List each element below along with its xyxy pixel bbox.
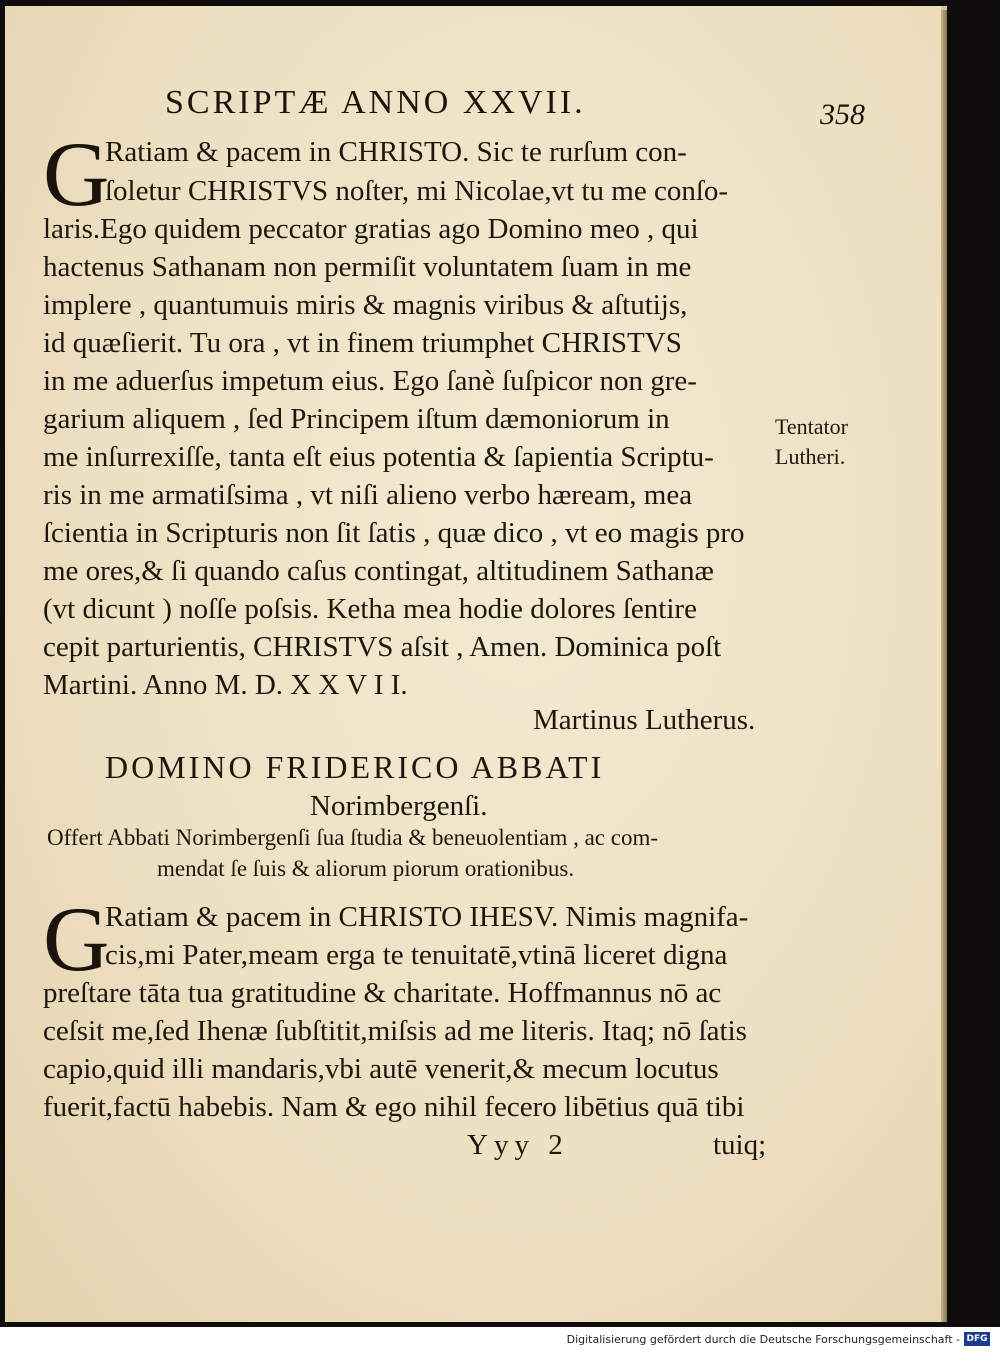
signature-mark: Yyy 2	[467, 1129, 569, 1161]
letter2-line: fuerit,factū habebis. Nam & ego nihil fecero libētius quā tibi	[43, 1091, 745, 1123]
letter2-summary-line: Offert Abbati Norimbergenſi ſua ſtudia & beneuolentiam , ac com-	[47, 825, 659, 850]
letter2-line: ceſsit me,ſed Ihenæ ſubſtitit,miſsis ad me literis. Itaq; nō ſatis	[43, 1015, 747, 1047]
letter1-line: ſcientia in Scripturis non ſit ſatis , quæ dico , vt eo magis pro	[43, 517, 745, 549]
letter1-line: me inſurrexiſſe, tanta eſt eius potentia & ſapientia Scriptu-	[43, 441, 714, 473]
letter1-line: cepit parturientis, CHRISTVS aſsit , Amen. Dominica poſt	[43, 631, 722, 663]
letter2-heading: DOMINO FRIDERICO ABBATI	[105, 749, 605, 785]
letter1-line: (vt dicunt ) noſſe poſsis. Ketha mea hodie dolores ſentire	[43, 593, 697, 625]
letter1-line: id quæſierit. Tu ora , vt in finem triumphet CHRISTVS	[43, 327, 682, 359]
letter1-line: ris in me armatiſsima , vt niſi alieno verbo hæream, mea	[43, 479, 693, 511]
letter2-line: cis,mi Pater,meam erga te tenuitatē,vtinā liceret digna	[105, 939, 728, 971]
letter2-heading-sub: Norimbergenſi.	[310, 790, 488, 822]
dropcap-letter2: G	[43, 888, 110, 990]
page-number: 358	[820, 98, 865, 131]
letter1-line: me ores,& ſi quando caſus contingat, altitudinem Sathanæ	[43, 555, 714, 587]
letter2-line: Ratiam & pacem in CHRISTO IHESV. Nimis magnifa-	[105, 901, 749, 933]
letter1-line: in me aduerſus impetum eius. Ego ſanè ſuſpicor non gre-	[43, 365, 697, 397]
letter1-line: hactenus Sathanam non permiſit voluntatem ſuam in me	[43, 251, 692, 283]
dropcap-letter1: G	[43, 123, 110, 225]
catchword: tuiq;	[713, 1129, 767, 1161]
letter2-line: capio,quid illi mandaris,vbi autē venerit,& mecum locutus	[43, 1053, 719, 1085]
dfg-logo-icon: DFG	[964, 1332, 990, 1346]
margin-note-line: Tentator	[775, 414, 848, 439]
letter2-summary-line: mendat ſe ſuis & aliorum piorum orationibus.	[157, 856, 575, 881]
letter1-signature: Martinus Lutherus.	[533, 704, 756, 736]
letter1-line: implere , quantumuis miris & magnis viribus & aſtutijs,	[43, 289, 688, 321]
page-edge	[941, 10, 947, 1322]
letter1-line: Ratiam & pacem in CHRISTO. Sic te rurſum con-	[105, 136, 687, 168]
letter1-line: ſoletur CHRISTVS noſter, mi Nicolae,vt tu me conſo-	[105, 175, 729, 207]
letter1-line: laris.Ego quidem peccator gratias ago Domino meo , qui	[43, 213, 699, 245]
letter2-line: preſtare tāta tua gratitudine & charitate. Hoffmannus nō ac	[43, 977, 722, 1009]
letter1-line: garium aliquem , ſed Principem iſtum dæmoniorum in	[43, 403, 670, 435]
running-header: SCRIPTÆ ANNO XXVII.	[165, 84, 586, 121]
letter1-line: Martini. Anno M. D. X X V I I.	[43, 669, 408, 701]
margin-note-line: Lutheri.	[775, 444, 846, 469]
digitization-credit: Digitalisierung gefördert durch die Deutsche Forschungsgemeinschaft -	[566, 1333, 960, 1346]
book-page	[5, 6, 947, 1322]
